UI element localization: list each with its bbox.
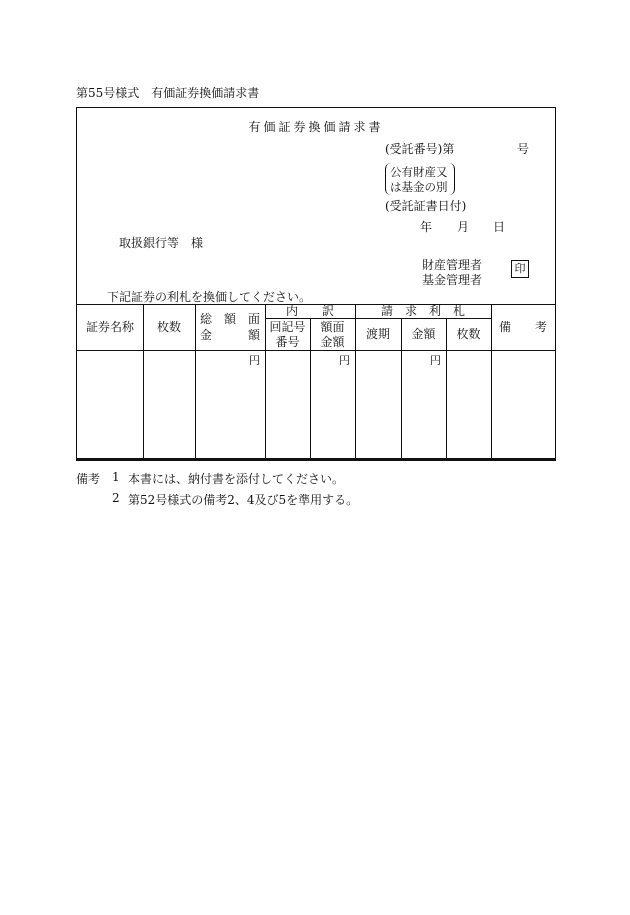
note-2-number: 2	[112, 491, 120, 505]
seal-mark: 印	[511, 260, 529, 278]
fund-manager-label: 基金管理者	[422, 273, 483, 287]
header-claim-coupons: 請 求 利 札	[380, 304, 465, 318]
header-face-amount-2: 金額	[320, 335, 345, 349]
trust-number-suffix: 号	[517, 142, 530, 156]
note-1-text: 本書には、納付書を添付してください。	[128, 472, 345, 486]
trust-number-label: (受託番号)第	[385, 142, 455, 156]
date-year: 年	[420, 220, 433, 234]
category-line-1: 公有財産又	[390, 165, 448, 179]
date-month: 月	[457, 220, 470, 234]
header-amount: 金額	[411, 327, 436, 341]
header-remarks: 備 考	[498, 320, 547, 334]
property-manager-label: 財産管理者	[422, 258, 483, 272]
category-box	[385, 163, 455, 195]
header-total-face-2: 金 額	[199, 328, 260, 342]
note-2-text: 第52号様式の備考2、4及び5を準用する。	[128, 493, 359, 507]
form-title: 有価証券換価請求書	[248, 120, 384, 134]
header-sheets: 枚数	[456, 327, 481, 341]
instruction-text: 下記証券の利札を換価してください。	[107, 290, 312, 304]
header-breakdown: 内 訳	[285, 304, 334, 318]
header-total-face-1: 総 額 面	[199, 312, 260, 326]
form-number: 第55号様式 有価証券換価請求書	[76, 86, 260, 100]
yen-unit-face: 円	[339, 354, 350, 367]
yen-unit-total: 円	[249, 354, 260, 367]
trust-cert-date-label: (受託証書日付)	[385, 199, 467, 213]
header-count: 枚数	[156, 320, 181, 334]
header-round-number-1: 回記号	[269, 320, 306, 334]
yen-unit-amount: 円	[430, 354, 441, 367]
request-form	[76, 107, 556, 461]
header-round-number-2: 番号	[275, 335, 300, 349]
addressee: 取扱銀行等 様	[119, 236, 204, 250]
note-1-number: 1	[112, 470, 120, 484]
category-line-2: は基金の別	[390, 180, 448, 194]
header-period: 渡期	[365, 327, 390, 341]
notes-label: 備考	[76, 472, 101, 486]
date-day: 日	[493, 220, 506, 234]
header-bottom-line	[77, 350, 555, 351]
header-security-name: 証券名称	[85, 320, 134, 334]
header-face-amount-1: 額面	[320, 320, 345, 334]
securities-table	[77, 304, 555, 458]
